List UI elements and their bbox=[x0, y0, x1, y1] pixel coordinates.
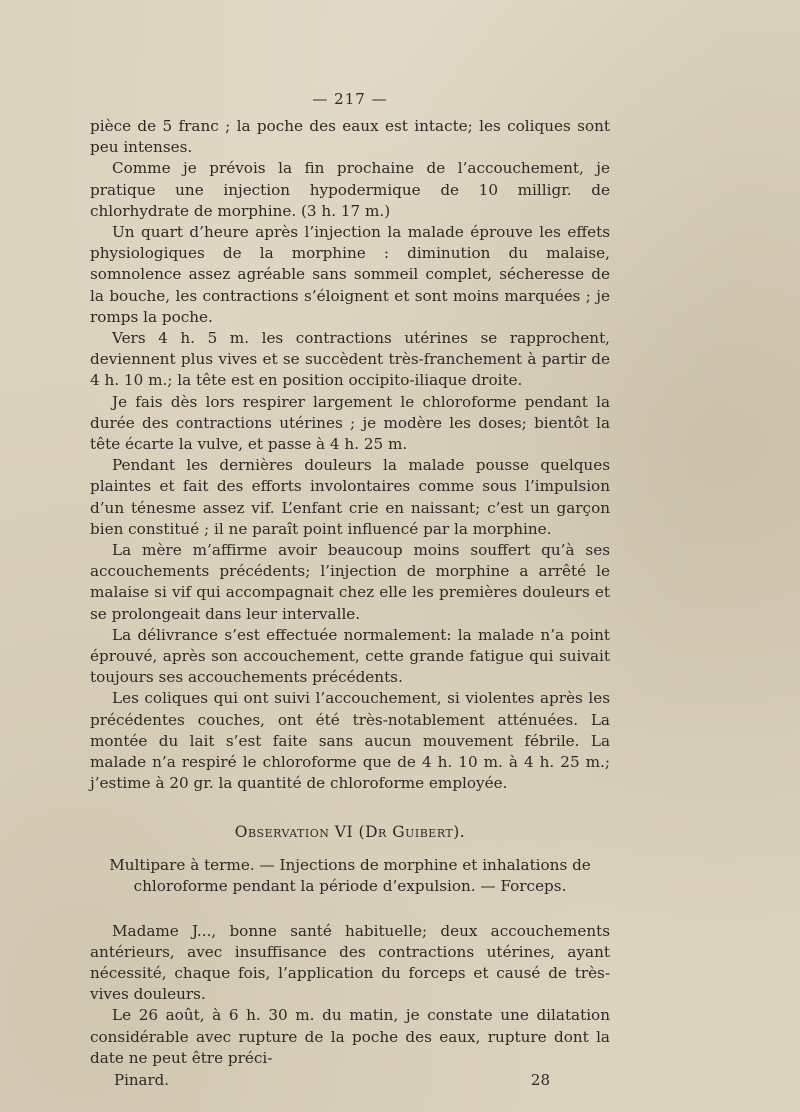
sheet-number: 28 bbox=[530, 1070, 550, 1089]
paragraph: Je fais dès lors respirer largement le chloroforme pendant la durée des contractions utérines ; je modère les doses; bientôt la tête écarte la vulve, et passe à 4 h. 25 m. bbox=[90, 392, 610, 454]
paragraph: Pendant les dernières douleurs la malade pousse quelques plaintes et fait des efforts involontaires comme sous l’impulsion d’un ténesme assez vif. L’enfant crie en naissant; c’est un garçon bien constitué ; il ne paraît point influencé par la morphine. bbox=[90, 456, 610, 538]
observation-summary: Multipare à terme. — Injections de morphine et inhalations de chloroforme pendant la période d’expulsion. — Forceps. bbox=[109, 855, 591, 895]
paragraph: Les coliques qui ont suivi l’accouchement, si violentes après les précédentes couches, ont été très-notablement atténuées. La montée du lait s’est faite sans aucun mouvement fébrile. La malade n’a respiré le chloroforme que de 4 h. 10 m. à 4 h. 25 m.; j’estime à 20 gr. la quantité de chloroforme employée. bbox=[90, 689, 610, 793]
paragraph: Vers 4 h. 5 m. les contractions utérines se rapprochent, deviennent plus vives et se succèdent très-franchement à partir de 4 h. 10 m.; la tête est en position occipito-iliaque droite. bbox=[90, 329, 610, 390]
body-text-top bbox=[90, 116, 610, 795]
paragraph: Madame J..., bonne santé habituelle; deux accouchements antérieurs, avec insuffisance des contractions utérines, ayant nécessité, chaque fois, l’application du forceps et causé de très-vives douleurs. bbox=[90, 921, 610, 1004]
paragraph: Comme je prévois la fin prochaine de l’accouchement, je pratique une injection hypodermique de 10 milligr. de chlorhydrate de morphine. (3 h. 17 m.) bbox=[90, 159, 610, 220]
paragraph: pièce de 5 franc ; la poche des eaux est intacte; les coliques sont peu intenses. bbox=[90, 117, 610, 157]
signature-mark: Pinard. bbox=[114, 1070, 170, 1089]
page-footer bbox=[90, 1071, 610, 1089]
body-text-bottom bbox=[90, 921, 610, 1069]
paragraph: Un quart d’heure après l’injection la malade éprouve les effets physiologiques de la morphine : diminution du malaise, somnolence assez agréable sans sommeil complet, sécheresse de la bouche, les contractions s’éloignent et sont moins marquées ; je romps la poche. bbox=[90, 223, 610, 326]
book-page bbox=[90, 90, 610, 1089]
paragraph: La délivrance s’est effectuée normalement: la malade n’a point éprouvé, après son accouchement, cette grande fatigue qui suivait toujours ses accouchements précédents. bbox=[90, 625, 610, 687]
paragraph: La mère m’affirme avoir beaucoup moins souffert qu’à ses accouchements précédents; l’injection de morphine a arrêté le malaise si vif qui accompagnait chez elle les premières douleurs et se prolongeait dans leur intervalle. bbox=[90, 541, 610, 623]
paragraph: Le 26 août, à 6 h. 30 m. du matin, je constate une dilatation considérable avec rupture de la poche des eaux, rupture dont la date ne peut être préci- bbox=[90, 1006, 610, 1067]
observation-title: Observation VI (Dr Guibert). bbox=[234, 822, 466, 841]
page-number: — 217 — bbox=[312, 90, 388, 108]
